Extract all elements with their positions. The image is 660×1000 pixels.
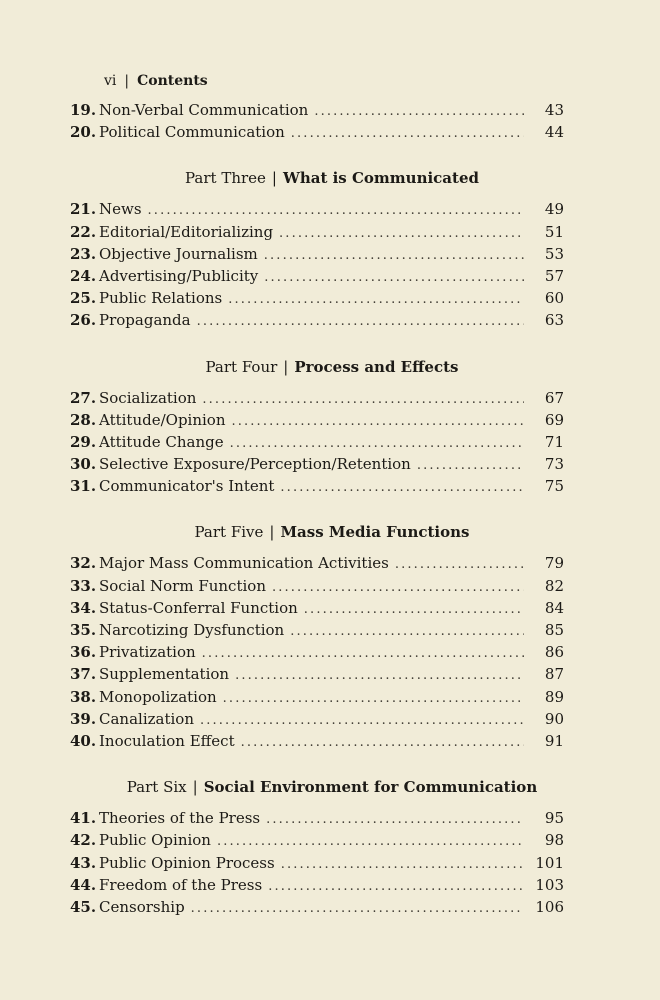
entry-number: 20. (70, 123, 97, 142)
dot-leader (290, 621, 524, 643)
entry-page-number: 57 (544, 266, 564, 285)
dot-leader (217, 831, 524, 853)
dot-leader (291, 123, 524, 145)
entry-number: 31. (70, 477, 97, 496)
entry-page-number: 89 (544, 687, 564, 706)
entry-page-number: 98 (544, 831, 564, 850)
entry-title: Public Relations (99, 289, 223, 308)
entry-number: 35. (70, 621, 97, 639)
entry-number: 22. (70, 222, 97, 241)
part-spacer (70, 497, 564, 521)
part-heading (70, 521, 564, 543)
toc-entry (70, 453, 564, 475)
entry-title: Supplementation (99, 665, 230, 684)
part-heading (70, 776, 564, 798)
entry-page-number: 71 (544, 432, 564, 451)
toc-entry (70, 431, 564, 453)
entry-title: Non-Verbal Communication (99, 101, 309, 119)
part-spacer (70, 143, 564, 167)
entry-number: 44. (70, 875, 97, 894)
part-separator: | (192, 778, 198, 797)
entry-page-number: 103 (535, 875, 564, 894)
entry-title: News (99, 200, 142, 219)
entry-page-number: 44 (544, 123, 564, 142)
toc-entry (70, 896, 564, 918)
part-title: Social Environment for Communication (203, 778, 538, 797)
toc-entry (70, 198, 564, 220)
entry-title: Narcotizing Dysfunction (99, 621, 285, 639)
entry-title: Privatization (99, 643, 196, 662)
toc-entry (70, 619, 564, 641)
dot-leader (197, 311, 524, 333)
entry-number: 42. (70, 831, 97, 850)
entry-page-number: 51 (544, 222, 564, 241)
entry-number: 39. (70, 709, 97, 728)
entry-number: 25. (70, 289, 97, 308)
entry-title: Propaganda (99, 311, 191, 330)
entry-title: Attitude Change (99, 432, 224, 451)
entry-number: 21. (70, 200, 97, 219)
dot-leader (228, 289, 524, 311)
entry-title: Canalization (99, 709, 194, 728)
entry-page-number: 69 (544, 410, 564, 429)
part-title: Process and Effects (294, 357, 459, 376)
entry-title: Attitude/Opinion (99, 410, 226, 429)
entry-title: Inoculation Effect (99, 731, 235, 750)
part-spacer (70, 332, 564, 356)
toc-entry (70, 575, 564, 597)
entry-number: 19. (70, 101, 97, 119)
entry-title: Social Norm Function (99, 576, 266, 595)
dot-leader (232, 411, 525, 433)
dot-leader (230, 433, 524, 455)
entry-page-number: 91 (544, 731, 564, 750)
toc-entry (70, 221, 564, 243)
toc-entry (70, 686, 564, 708)
entry-number: 24. (70, 266, 97, 285)
running-head (104, 71, 208, 91)
entry-page-number: 106 (535, 897, 564, 916)
part-spacer (70, 798, 564, 807)
entry-page-number: 67 (544, 388, 564, 407)
table-of-contents (70, 99, 564, 918)
toc-entry (70, 829, 564, 851)
dot-leader (268, 876, 524, 898)
entry-number: 34. (70, 598, 97, 617)
entry-number: 28. (70, 410, 97, 429)
toc-entry (70, 708, 564, 730)
dot-leader (395, 554, 524, 576)
part-title: What is Communicated (282, 169, 479, 188)
part-spacer (70, 752, 564, 776)
toc-entry (70, 597, 564, 619)
entry-page-number: 86 (544, 643, 564, 662)
entry-title: Selective Exposure/Perception/Retention (99, 455, 411, 474)
dot-leader (235, 665, 524, 687)
part-label: Part Five (194, 523, 264, 542)
part-spacer (70, 543, 564, 552)
part-title: Mass Media Functions (280, 523, 470, 542)
dot-leader (304, 599, 524, 621)
entry-title: Monopolization (99, 687, 217, 706)
part-label: Part Three (185, 169, 266, 188)
entry-title: Communicator's Intent (99, 477, 275, 496)
part-separator: | (283, 357, 289, 376)
dot-leader (314, 101, 524, 123)
entry-page-number: 43 (544, 101, 564, 119)
part-spacer (70, 189, 564, 198)
entry-page-number: 85 (544, 621, 564, 639)
dot-leader (266, 809, 524, 831)
entry-page-number: 73 (544, 455, 564, 474)
toc-entry (70, 99, 564, 121)
toc-entry (70, 552, 564, 574)
entry-title: Major Mass Communication Activities (99, 554, 389, 573)
entry-number: 27. (70, 388, 97, 407)
entry-page-number: 87 (544, 665, 564, 684)
page-folio: vi (104, 73, 117, 89)
entry-number: 40. (70, 731, 97, 750)
entry-title: Editorial/Editorializing (99, 222, 274, 241)
entry-number: 41. (70, 809, 97, 828)
entry-title: Advertising/Publicity (99, 266, 259, 285)
entry-title: Freedom of the Press (99, 875, 263, 894)
entry-title: Censorship (99, 897, 185, 916)
entry-title: Socialization (99, 388, 197, 407)
entry-page-number: 90 (544, 709, 564, 728)
entry-title: Political Communication (99, 123, 285, 142)
dot-leader (202, 389, 524, 411)
entry-page-number: 75 (544, 477, 564, 496)
running-head-title: Contents (137, 73, 208, 89)
part-label: Part Six (126, 778, 187, 797)
toc-entry (70, 852, 564, 874)
dot-leader (264, 267, 524, 289)
toc-entry (70, 730, 564, 752)
entry-number: 26. (70, 311, 97, 330)
toc-entry (70, 265, 564, 287)
toc-entry (70, 641, 564, 663)
part-separator: | (271, 169, 277, 188)
dot-leader (148, 200, 524, 222)
dot-leader (264, 245, 524, 267)
entry-page-number: 63 (544, 311, 564, 330)
entry-page-number: 79 (544, 554, 564, 573)
toc-entry (70, 309, 564, 331)
entry-title: Objective Journalism (99, 244, 258, 263)
toc-entry (70, 409, 564, 431)
toc-entry (70, 243, 564, 265)
dot-leader (417, 455, 524, 477)
entry-page-number: 49 (544, 200, 564, 219)
toc-entry (70, 874, 564, 896)
entry-page-number: 101 (535, 853, 564, 872)
entry-number: 45. (70, 897, 97, 916)
dot-leader (191, 898, 524, 920)
part-heading (70, 167, 564, 189)
toc-entry (70, 287, 564, 309)
part-spacer (70, 378, 564, 387)
dot-leader (200, 710, 524, 732)
running-head-separator: | (124, 73, 130, 89)
entry-page-number: 53 (544, 244, 564, 263)
part-heading (70, 356, 564, 378)
entry-title: Theories of the Press (99, 809, 261, 828)
entry-page-number: 60 (544, 289, 564, 308)
part-separator: | (269, 523, 275, 542)
toc-entry (70, 387, 564, 409)
entry-number: 38. (70, 687, 97, 706)
entry-number: 29. (70, 432, 97, 451)
entry-title: Public Opinion Process (99, 853, 275, 872)
entry-page-number: 82 (544, 576, 564, 595)
entry-number: 32. (70, 554, 97, 573)
dot-leader (272, 577, 524, 599)
entry-number: 43. (70, 853, 97, 872)
toc-entry (70, 475, 564, 497)
entry-title: Public Opinion (99, 831, 211, 850)
dot-leader (223, 688, 524, 710)
entry-page-number: 95 (544, 809, 564, 828)
dot-leader (280, 477, 524, 499)
entry-number: 33. (70, 576, 97, 595)
dot-leader (241, 732, 524, 754)
entry-number: 23. (70, 244, 97, 263)
entry-number: 30. (70, 455, 97, 474)
entry-number: 36. (70, 643, 97, 662)
entry-page-number: 84 (544, 598, 564, 617)
dot-leader (202, 643, 524, 665)
toc-entry (70, 663, 564, 685)
entry-title: Status-Conferral Function (99, 598, 298, 617)
toc-entry (70, 121, 564, 143)
part-label: Part Four (205, 357, 278, 376)
toc-entry (70, 807, 564, 829)
entry-number: 37. (70, 665, 97, 684)
dot-leader (281, 854, 524, 876)
dot-leader (279, 223, 524, 245)
